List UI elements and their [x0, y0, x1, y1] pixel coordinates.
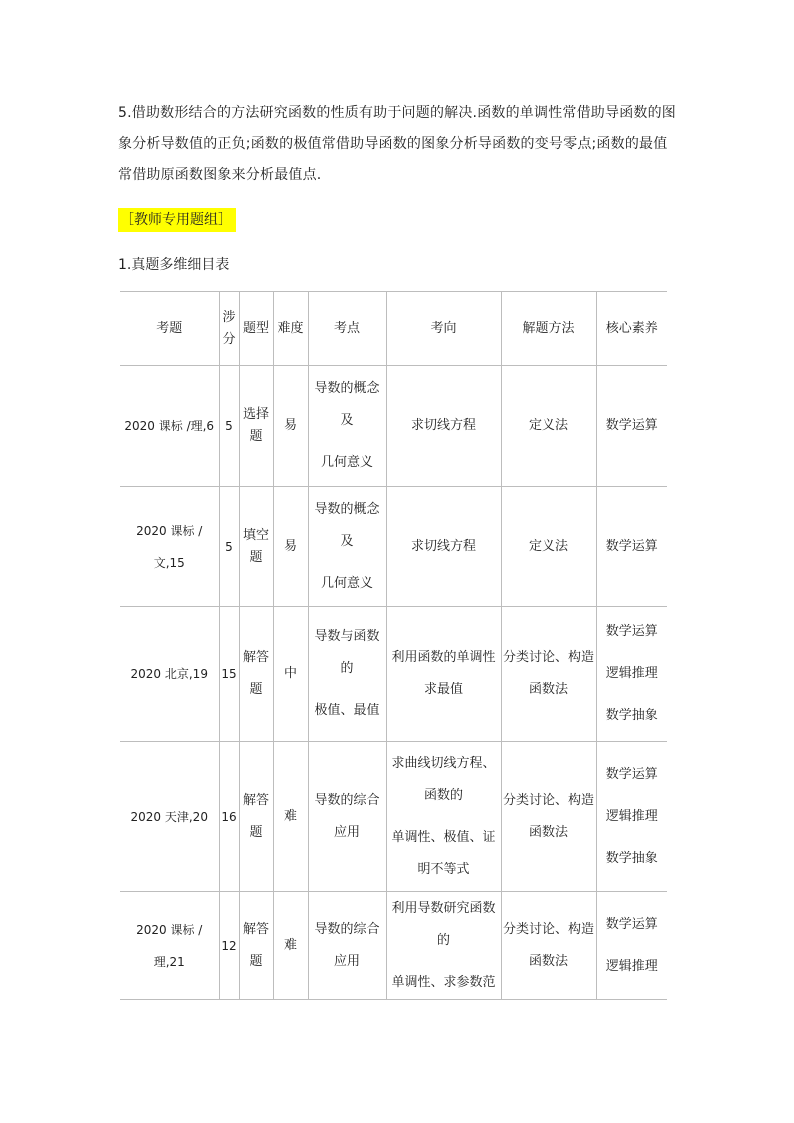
cell-literacy: 数学运算 逻辑推理 数学抽象 — [596, 607, 667, 742]
cell-direction: 利用函数的单调性 求最值 — [386, 607, 501, 742]
cell-difficulty: 难 — [273, 892, 308, 1000]
intro-paragraph — [118, 98, 678, 191]
cell-score: 5 — [219, 366, 239, 487]
cell-method: 分类讨论、构造 函数法 — [501, 607, 596, 742]
teacher-group-badge: ［教师专用题组］ — [118, 208, 236, 232]
cell-type: 填空 题 — [239, 487, 273, 607]
table-row — [120, 742, 667, 892]
intro-line: 常借助原函数图象来分析最值点. — [118, 167, 322, 183]
cell-direction: 求切线方程 — [386, 487, 501, 607]
cell-literacy: 数学运算 — [596, 487, 667, 607]
cell-method: 分类讨论、构造 函数法 — [501, 742, 596, 892]
cell-type: 选择 题 — [239, 366, 273, 487]
cell-score: 16 — [219, 742, 239, 892]
cell-point: 导数的综合 应用 — [308, 892, 386, 1000]
cell-difficulty: 易 — [273, 487, 308, 607]
cell-literacy: 数学运算 逻辑推理 数学抽象 — [596, 742, 667, 892]
cell-point: 导数的概念 及 几何意义 — [308, 366, 386, 487]
header-exam: 考题 — [120, 292, 219, 366]
cell-type: 解答 题 — [239, 742, 273, 892]
cell-direction: 求曲线切线方程、 函数的 单调性、极值、证 明不等式 — [386, 742, 501, 892]
cell-exam: 2020 课标 /理,6 — [120, 366, 219, 487]
cell-type: 解答 题 — [239, 607, 273, 742]
cell-score: 12 — [219, 892, 239, 1000]
cell-point: 导数与函数 的 极值、最值 — [308, 607, 386, 742]
cell-difficulty: 难 — [273, 742, 308, 892]
cell-point: 导数的综合 应用 — [308, 742, 386, 892]
table-row — [120, 892, 667, 1000]
header-type: 题型 — [239, 292, 273, 366]
cell-literacy: 数学运算 逻辑推理 — [596, 892, 667, 1000]
header-difficulty: 难度 — [273, 292, 308, 366]
table-header-row — [120, 292, 667, 366]
cell-type: 解答 题 — [239, 892, 273, 1000]
cell-difficulty: 易 — [273, 366, 308, 487]
header-method: 解题方法 — [501, 292, 596, 366]
table-row — [120, 607, 667, 742]
section-title: 1.真题多维细目表 — [118, 257, 230, 273]
cell-direction: 利用导数研究函数 的 单调性、求参数范 — [386, 892, 501, 1000]
cell-exam: 2020 北京,19 — [120, 607, 219, 742]
cell-direction: 求切线方程 — [386, 366, 501, 487]
cell-score: 15 — [219, 607, 239, 742]
header-literacy: 核心素养 — [596, 292, 667, 366]
header-direction: 考向 — [386, 292, 501, 366]
cell-exam: 2020 课标 / 理,21 — [120, 892, 219, 1000]
cell-method: 定义法 — [501, 366, 596, 487]
intro-line: 5.借助数形结合的方法研究函数的性质有助于问题的解决.函数的单调性常借助导函数的图 — [118, 105, 677, 121]
cell-point: 导数的概念 及 几何意义 — [308, 487, 386, 607]
cell-method: 分类讨论、构造 函数法 — [501, 892, 596, 1000]
cell-literacy: 数学运算 — [596, 366, 667, 487]
cell-exam: 2020 天津,20 — [120, 742, 219, 892]
cell-difficulty: 中 — [273, 607, 308, 742]
exam-breakdown-table — [120, 291, 667, 1000]
cell-score: 5 — [219, 487, 239, 607]
cell-exam: 2020 课标 / 文,15 — [120, 487, 219, 607]
header-score: 涉 分 — [219, 292, 239, 366]
table-row — [120, 366, 667, 487]
cell-method: 定义法 — [501, 487, 596, 607]
intro-line: 象分析导数值的正负;函数的极值常借助导函数的图象分析导函数的变号零点;函数的最值 — [118, 136, 668, 152]
header-point: 考点 — [308, 292, 386, 366]
table-row — [120, 487, 667, 607]
